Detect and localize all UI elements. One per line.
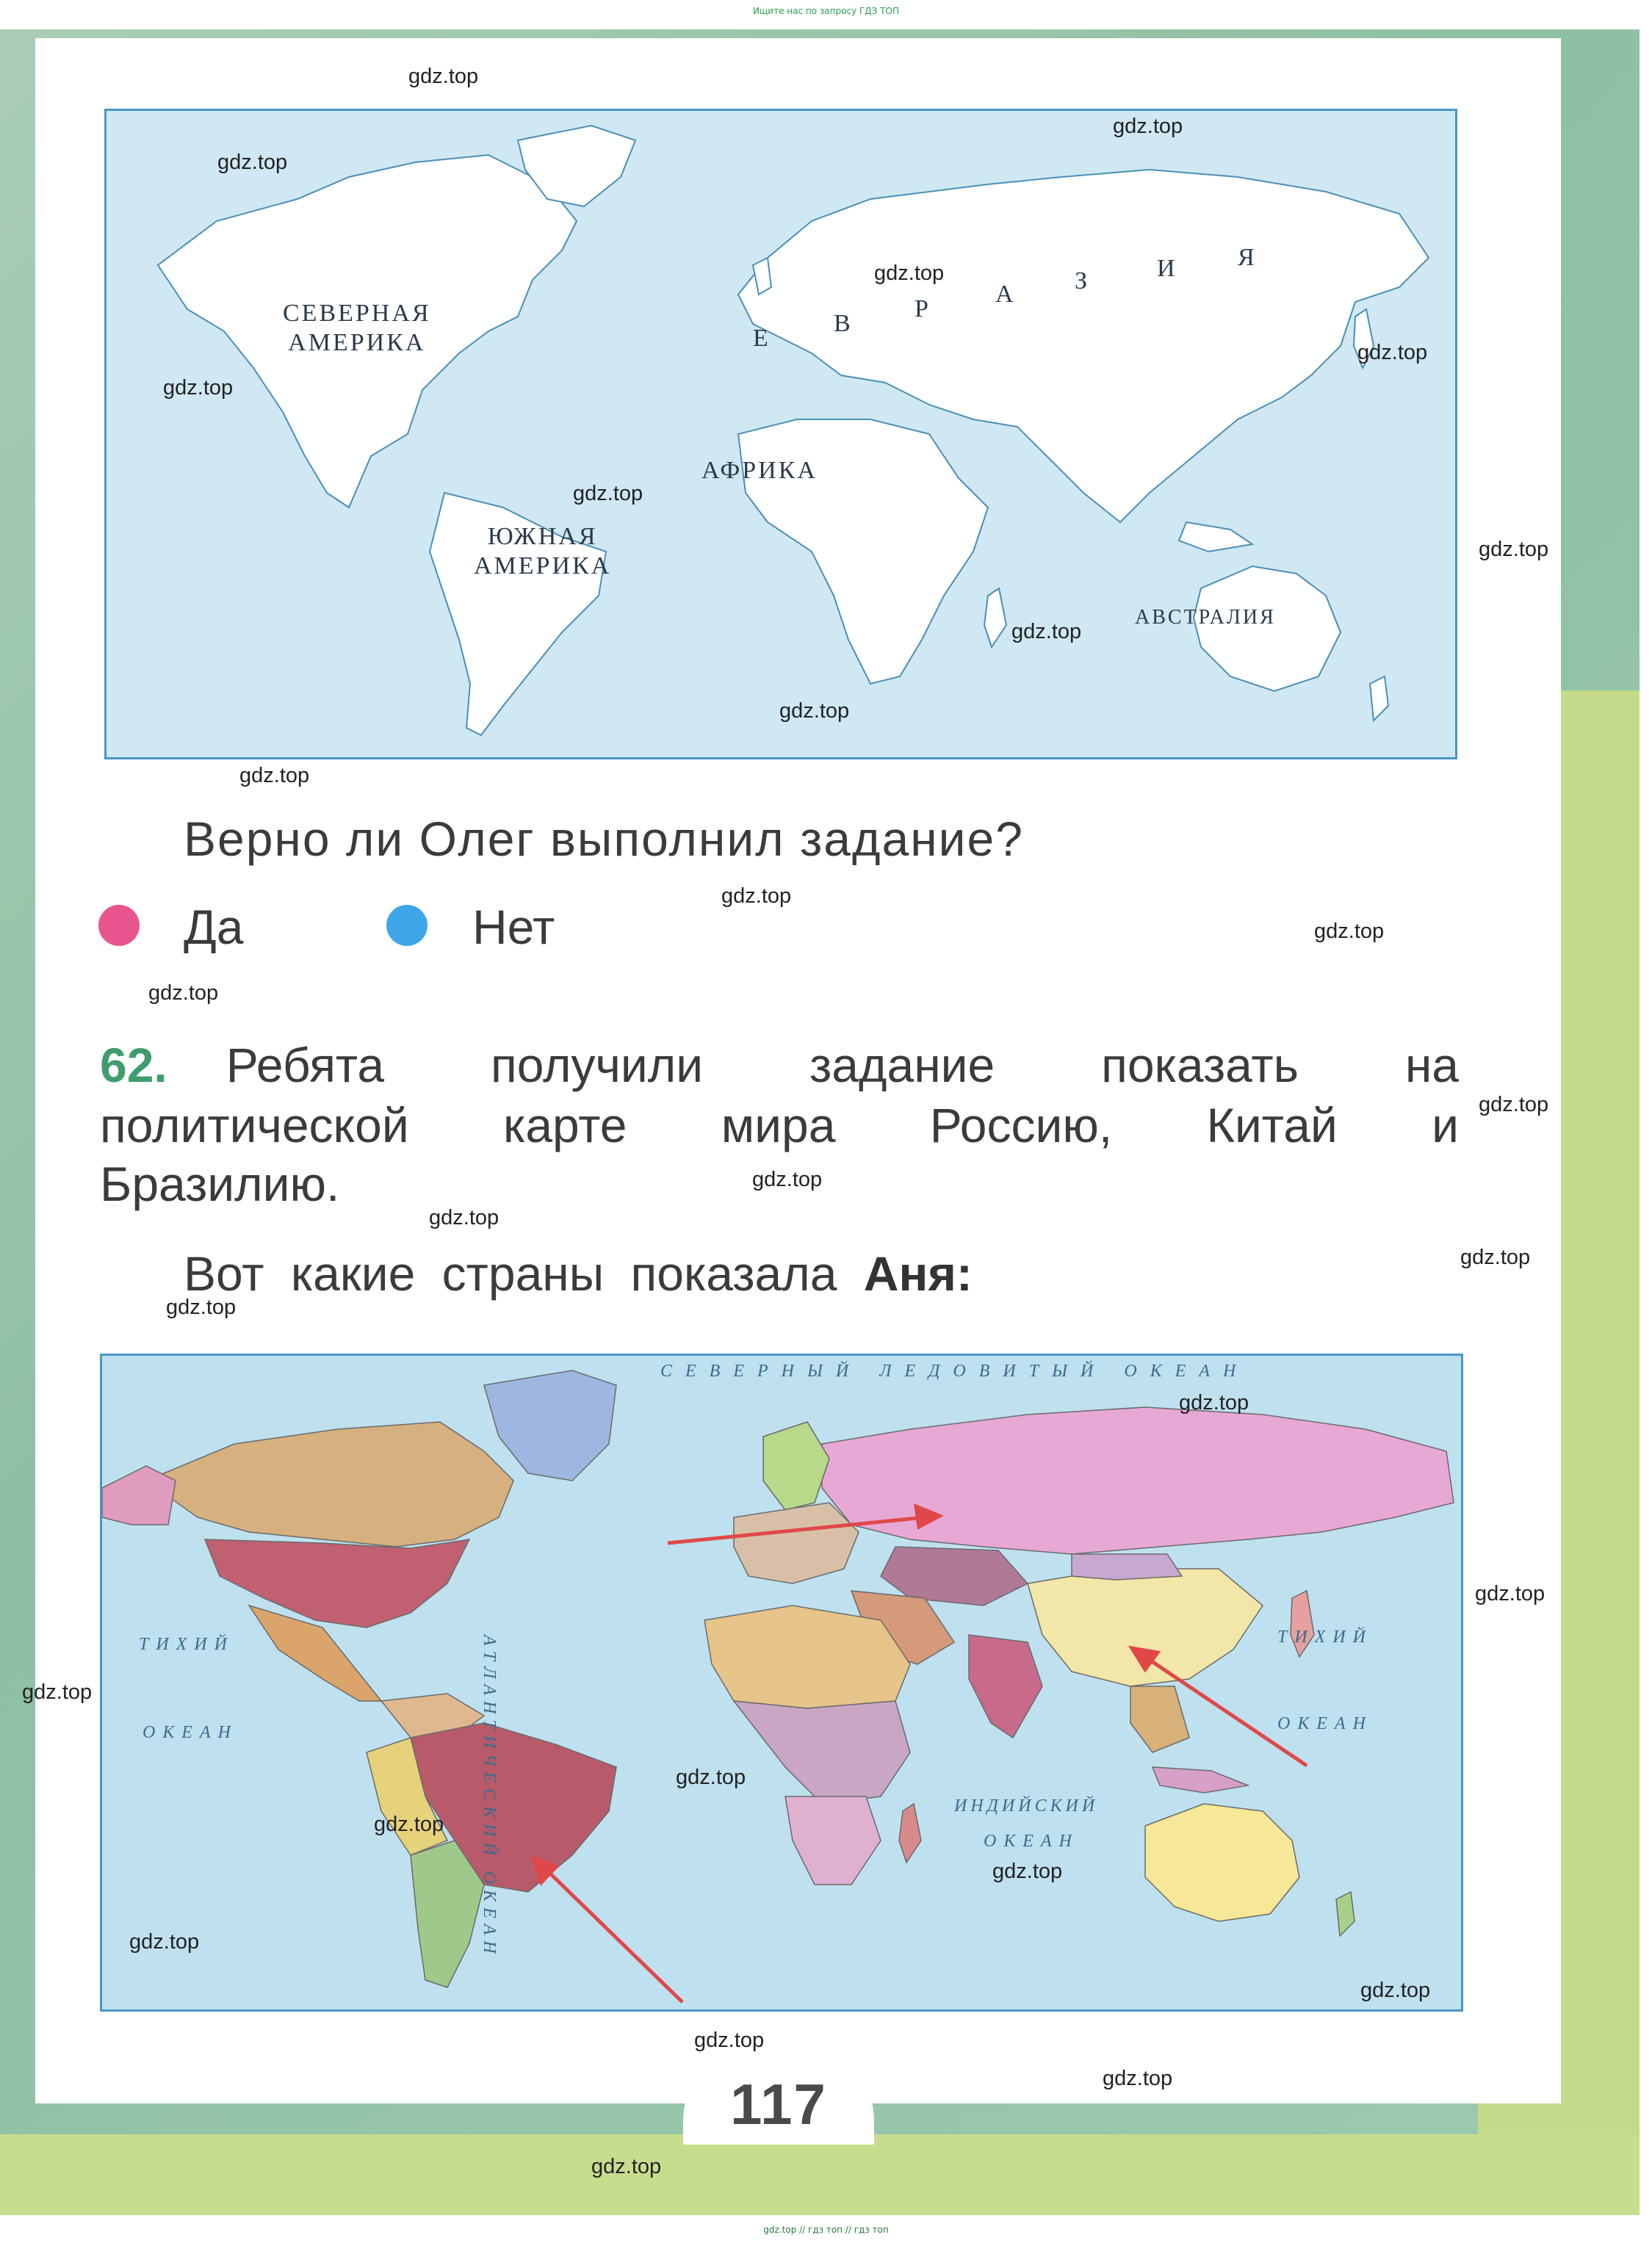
watermark: gdz.top: [148, 981, 219, 1005]
atlantic-ocean-label: АТЛАНТИЧЕСКИЙ ОКЕАН: [480, 1635, 499, 1960]
political-map: [100, 1354, 1463, 2012]
usa-shape: [205, 1539, 469, 1628]
central-africa-shape: [734, 1701, 910, 1804]
alaska-shape: [102, 1466, 176, 1525]
new-zealand-shape: [1370, 676, 1388, 720]
watermark: gdz.top: [408, 65, 479, 88]
pacific-right-label-1: ТИХИЙ: [1277, 1628, 1374, 1647]
indonesia-shape: [1153, 1767, 1248, 1793]
arctic-ocean-label: СЕВЕРНЫЙ ЛЕДОВИТЫЙ ОКЕАН: [660, 1362, 1249, 1381]
watermark: gdz.top: [1011, 620, 1082, 643]
political-map-shapes: [102, 1356, 1463, 2012]
russia-shape: [822, 1407, 1454, 1554]
se-asia-shape: [1130, 1686, 1189, 1752]
south-africa-shape: [785, 1796, 881, 1885]
new-zealand-shape: [1336, 1892, 1355, 1936]
continents-map: [104, 109, 1457, 759]
watermark: gdz.top: [992, 1860, 1063, 1883]
watermark: gdz.top: [1314, 920, 1385, 943]
task-62-line1: [100, 1036, 1459, 1094]
watermark: gdz.top: [591, 2155, 662, 2178]
madagascar-shape: [899, 1804, 921, 1863]
option-no-dot[interactable]: [386, 905, 428, 946]
pacific-right-label-2: ОКЕАН: [1277, 1714, 1373, 1733]
watermark: gdz.top: [429, 1206, 499, 1229]
watermark: gdz.top: [1113, 115, 1183, 138]
task-number: 62.: [100, 1038, 167, 1092]
prompt-name: Аня:: [863, 1246, 973, 1301]
watermark: gdz.top: [129, 1930, 200, 1954]
watermark: gdz.top: [721, 884, 792, 908]
watermark: gdz.top: [676, 1766, 746, 1789]
north-america-label: СЕВЕРНАЯ АМЕРИКА: [283, 300, 431, 356]
canada-shape: [146, 1422, 513, 1547]
watermark: gdz.top: [22, 1680, 93, 1704]
greenland-shape: [484, 1370, 616, 1481]
option-yes-label[interactable]: Да: [184, 900, 244, 954]
watermark: gdz.top: [1479, 538, 1549, 561]
task-62-line1-text: Ребята получили задание показать на: [226, 1038, 1459, 1092]
page-number: 117: [730, 2072, 827, 2137]
arrow-brazil-line: [547, 1870, 682, 2002]
watermark: gdz.top: [779, 699, 850, 723]
eurasia-letter: Я: [1238, 244, 1257, 271]
eurasia-letter: В: [834, 310, 853, 337]
watermark: gdz.top: [163, 376, 234, 400]
watermark: gdz.top: [374, 1813, 444, 1836]
bottom-banner: gdz.top // гдз топ // гдз топ: [763, 2225, 889, 2235]
australia-label: АВСТРАЛИЯ: [1135, 606, 1276, 629]
watermark: gdz.top: [217, 151, 288, 174]
africa-label: АФРИКА: [701, 457, 818, 484]
eurasia-letter: Р: [915, 295, 931, 322]
eurasia-letter: И: [1157, 255, 1177, 282]
watermark: gdz.top: [1479, 1093, 1549, 1116]
eurasia-letter: Е: [753, 325, 771, 352]
watermark: gdz.top: [1475, 1582, 1545, 1606]
mongolia-shape: [1072, 1554, 1182, 1580]
watermark: gdz.top: [752, 1168, 823, 1191]
watermark: gdz.top: [1360, 1979, 1431, 2002]
pacific-left-label-2: ОКЕАН: [143, 1723, 238, 1742]
pacific-left-label-1: ТИХИЙ: [139, 1635, 235, 1654]
watermark: gdz.top: [573, 482, 643, 505]
madagascar-shape: [984, 588, 1006, 647]
eurasia-letter: З: [1075, 267, 1090, 295]
watermark: gdz.top: [239, 764, 310, 787]
watermark: gdz.top: [1103, 2067, 1173, 2090]
australia-shape: [1145, 1804, 1299, 1921]
prompt-prefix: Вот какие страны показала: [184, 1246, 837, 1301]
indonesia-shape: [1179, 522, 1252, 552]
question-text: Верно ли Олег выполнил задание?: [184, 812, 1024, 866]
task-62-prompt: [184, 1244, 973, 1303]
india-shape: [969, 1635, 1042, 1738]
task-62-line3: Бразилию.: [100, 1157, 340, 1211]
south-america-label: ЮЖНАЯ АМЕРИКА: [474, 523, 612, 579]
europe-shape: [734, 1503, 859, 1583]
north-africa-shape: [704, 1606, 910, 1708]
watermark: gdz.top: [1179, 1391, 1249, 1415]
option-no-label[interactable]: Нет: [472, 900, 555, 954]
continents-map-shapes: [107, 111, 1457, 759]
indian-ocean-label-2: ОКЕАН: [984, 1832, 1079, 1851]
frame-bottom-strip: [0, 2134, 1640, 2215]
indian-ocean-label-1: ИНДИЙСКИЙ: [954, 1796, 1099, 1816]
eurasia-letter: А: [995, 281, 1016, 308]
scandinavia-shape: [763, 1422, 829, 1510]
watermark: gdz.top: [1460, 1246, 1531, 1269]
watermark: gdz.top: [694, 2029, 765, 2052]
watermark: gdz.top: [166, 1296, 237, 1319]
watermark: gdz.top: [874, 261, 945, 285]
top-banner: Ищите нас по запросу ГДЗ ТОП: [753, 6, 899, 16]
option-yes-dot[interactable]: [98, 905, 140, 946]
watermark: gdz.top: [1357, 341, 1428, 364]
task-62-line2: политической карте мира Россию, Китай и: [100, 1098, 1459, 1152]
